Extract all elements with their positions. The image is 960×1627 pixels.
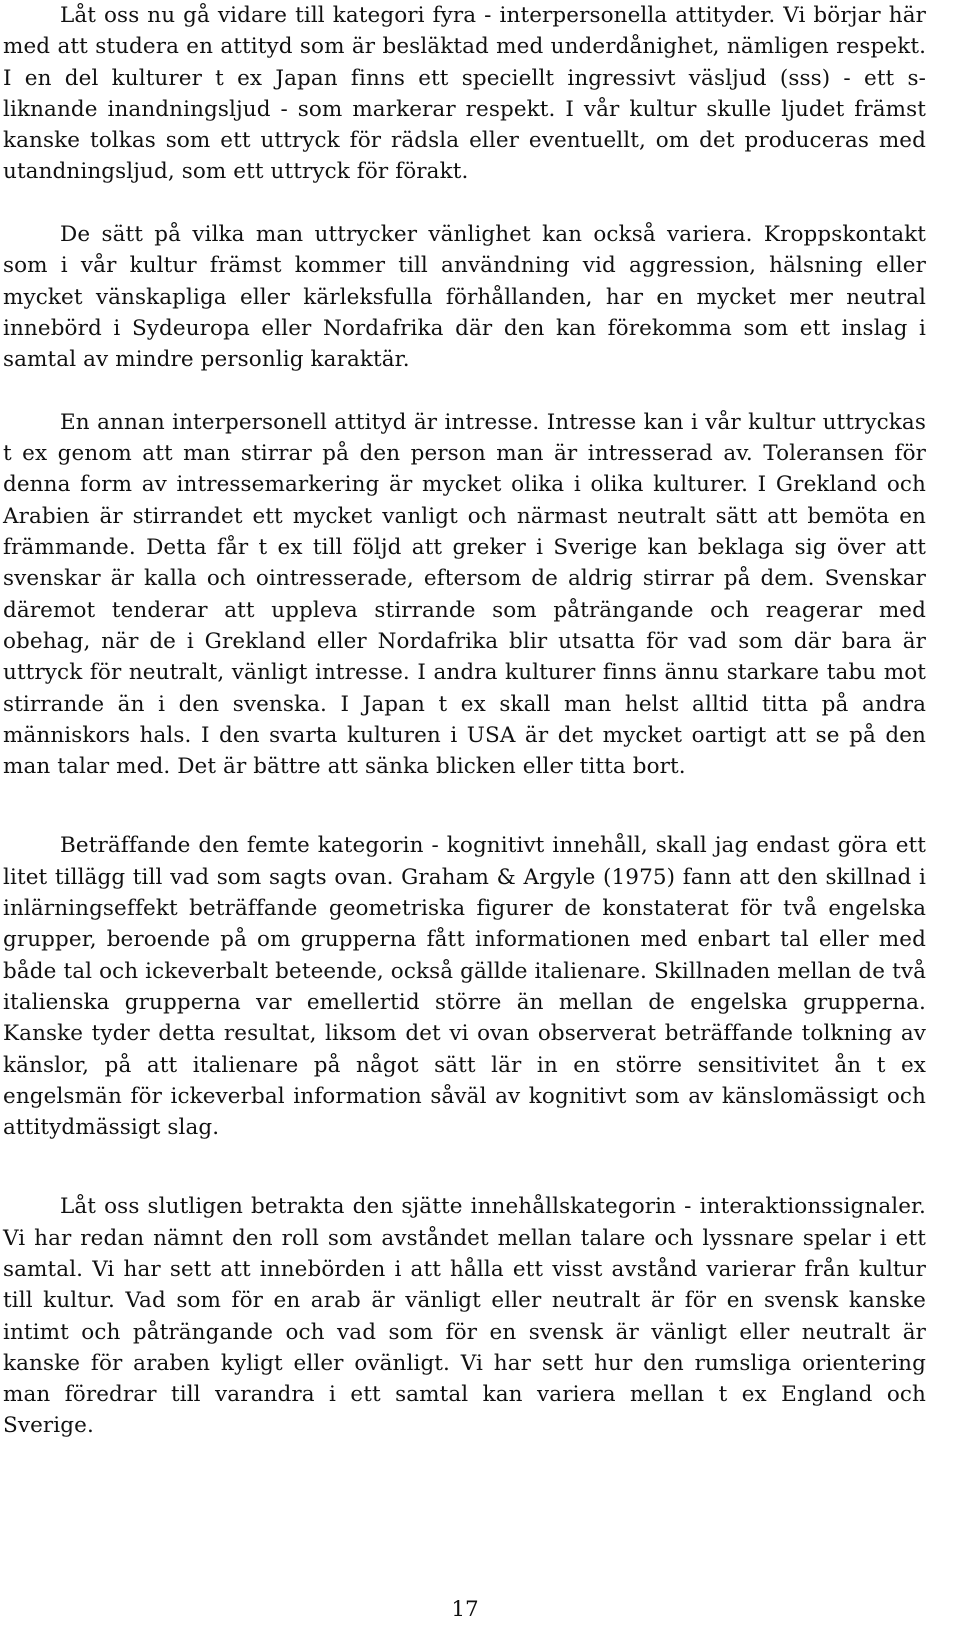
paragraph-interest: En annan interpersonell attityd är intresse. Intresse kan i vår kultur uttryckas t ex genom att man stirrar på den person man är intresserad av. Toleransen för denna form av intressemarkering är mycket olika i olika kulturer. I Grekland och Arabien är stirrandet ett mycket vanligt och närmast neutralt sätt att bemöta en främmande. Detta får t ex till följd att greker i Sverige kan beklaga sig över att svenskar är kalla och ointresserade, eftersom de aldrig stirrar på dem. Svenskar däremot tenderar att uppleva stirrande som påträngande och reagerar med obehag, när de i Grekland eller Nordafrika blir utsatta för vad som där bara är uttryck för neutralt, vänligt intresse. I andra kulturer finns ännu starkare tabu mot stirrande än i den svenska. I Japan t ex skall man helst alltid titta på andra människors hals. I den svarta kulturen i USA är det mycket oartigt att se på den man talar med. Det är bättre att sänka blicken eller titta bort. [3, 409, 926, 780]
body-text [3, 0, 926, 1442]
paragraph-friendliness: De sätt på vilka man uttrycker vänlighet kan också variera. Kroppskontakt som i vår kultur främst kommer till användning vid aggression, hälsning eller mycket vänskapliga eller kärleksfulla förhållanden, har en mycket mer neutral innebörd i Sydeuropa eller Nordafrika där den kan förekomma som ett inslag i samtal av mindre personlig karaktär. [3, 222, 926, 373]
paragraph-cognitive-content: Beträffande den femte kategorin - kognitivt innehåll, skall jag endast göra ett litet tillägg till vad som sagts ovan. Graham & Argyle (1975) fann att den skillnad i inlärningseffekt beträffande geometriska figurer de konstaterat för två engelska grupper, beroende på om grupperna fått informationen med enbart tal eller med både tal och ickeverbalt beteende, också gällde italienare. Skillnaden mellan de två italienska grupperna var emellertid större än mellan de engelska grupperna. Kanske tyder detta resultat, liksom det vi ovan observerat beträffande tolkning av känslor, på att italienare på något sätt lär in en större sensitivitet ån t ex engelsmän för ickeverbal information såväl av kognitivt som av känslomässigt och attitydmässigt slag. [3, 833, 926, 1141]
paragraph-interaction-signals: Låt oss slutligen betrakta den sjätte innehållskategorin - interaktionssignaler. Vi har redan nämnt den roll som avståndet mellan talare och lyssnare spelar i ett samtal. Vi har sett att innebörden i att hålla ett visst avstånd varierar från kultur till kultur. Vad som för en arab är vänligt eller neutralt är för en svensk kanske intimt och påträngande och vad som för en svensk är vänligt eller neutralt är kanske för araben kyligt eller ovänligt. Vi har sett hur den rumsliga orientering man föredrar till varandra i ett samtal kan variera mellan t ex England och Sverige. [3, 1194, 926, 1439]
paragraph-interpersonal-attitudes: Låt oss nu gå vidare till kategori fyra - interpersonella attityder. Vi börjar här med att studera en attityd som är besläktad med underdånighet, nämligen respekt. I en del kulturer t ex Japan finns ett speciellt ingressivt väsljud (sss) - ett s-liknande inandningsljud - som markerar respekt. I vår kultur skulle ljudet främst kanske tolkas som ett uttryck för rädsla eller eventuellt, om det produceras med utandningsljud, som ett uttryck för förakt. [3, 3, 926, 185]
page-number: 17 [451, 1597, 479, 1622]
